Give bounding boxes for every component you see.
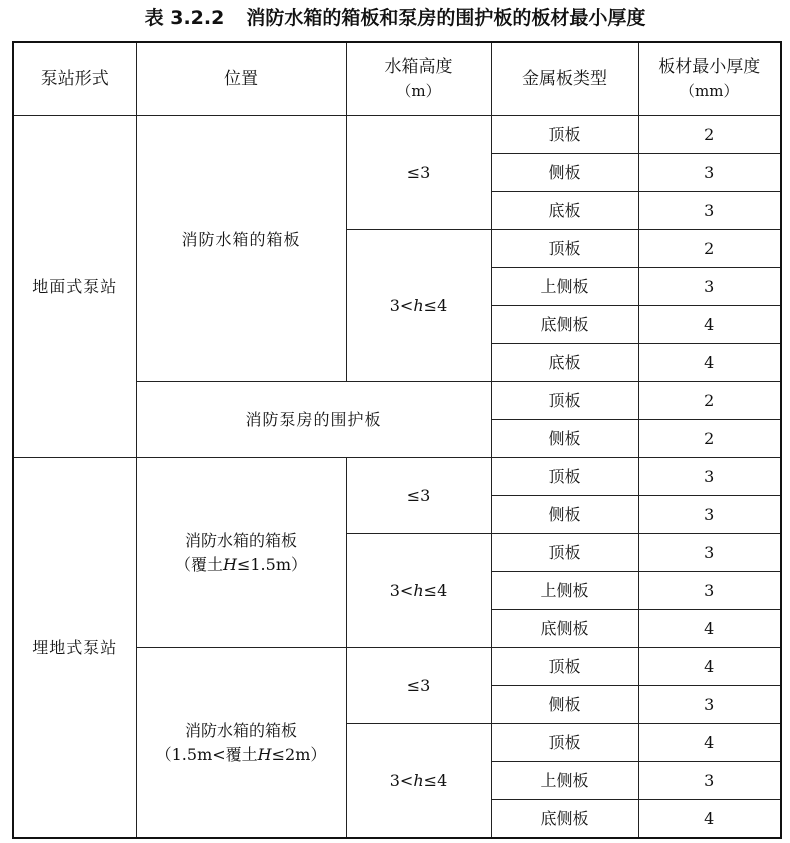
range-pre: 3< <box>389 580 414 600</box>
plate-type: 侧板 <box>491 154 638 192</box>
thickness-value: 3 <box>638 496 781 534</box>
plate-type: 顶板 <box>491 534 638 572</box>
thickness-value: 4 <box>638 648 781 686</box>
header-pump-type: 泵站形式 <box>13 42 136 116</box>
thickness-value: 4 <box>638 344 781 382</box>
plate-type: 侧板 <box>491 686 638 724</box>
plate-type: 上侧板 <box>491 572 638 610</box>
b2-pre: （1.5m<覆土 <box>155 744 258 764</box>
plate-type: 侧板 <box>491 420 638 458</box>
height-range <box>346 724 491 839</box>
plate-type: 顶板 <box>491 230 638 268</box>
thickness-value: 4 <box>638 306 781 344</box>
plate-type: 上侧板 <box>491 268 638 306</box>
thickness-value: 2 <box>638 382 781 420</box>
range-var: h <box>413 580 424 600</box>
tank-board-b1-line2 <box>137 553 346 577</box>
tank-board-b1-line1: 消防水箱的箱板 <box>184 530 297 550</box>
b2-post: ≤2m） <box>271 744 327 764</box>
group-tank-board-b2 <box>136 648 346 839</box>
group-buried: 埋地式泵站 <box>13 458 136 839</box>
thickness-value: 3 <box>638 686 781 724</box>
table-title: 消防水箱的箱板和泵房的围护板的板材最小厚度 <box>246 7 646 29</box>
thickness-value: 3 <box>638 154 781 192</box>
thickness-value: 3 <box>638 572 781 610</box>
table-row <box>13 116 781 154</box>
tank-board-b2-line1: 消防水箱的箱板 <box>184 720 297 740</box>
group-tank-board: 消防水箱的箱板 <box>136 116 346 382</box>
plate-type: 底板 <box>491 344 638 382</box>
header-height-label: 水箱高度 <box>384 57 453 77</box>
range-pre: 3< <box>389 770 414 790</box>
thickness-value: 2 <box>638 420 781 458</box>
thickness-value: 2 <box>638 116 781 154</box>
b2-var: H <box>257 744 272 764</box>
plate-type: 底板 <box>491 192 638 230</box>
group-ground: 地面式泵站 <box>13 116 136 458</box>
header-row <box>13 42 781 116</box>
header-height <box>346 42 491 116</box>
header-thickness-unit: （mm） <box>680 82 739 100</box>
range-post: ≤4 <box>423 770 448 790</box>
height-range <box>346 534 491 648</box>
plate-type: 顶板 <box>491 648 638 686</box>
header-position: 位置 <box>136 42 346 116</box>
plate-type: 侧板 <box>491 496 638 534</box>
height-le3: ≤3 <box>346 116 491 230</box>
height-range <box>346 230 491 382</box>
plate-type: 顶板 <box>491 458 638 496</box>
plate-type: 顶板 <box>491 724 638 762</box>
thickness-value: 2 <box>638 230 781 268</box>
table-number: 表 3.2.2 <box>144 7 225 29</box>
range-post: ≤4 <box>423 295 448 315</box>
plate-type: 上侧板 <box>491 762 638 800</box>
thickness-value: 3 <box>638 458 781 496</box>
plate-type: 底侧板 <box>491 610 638 648</box>
plate-type: 顶板 <box>491 116 638 154</box>
thickness-value: 3 <box>638 192 781 230</box>
table-caption <box>0 0 790 36</box>
thickness-table <box>12 41 782 839</box>
thickness-value: 3 <box>638 268 781 306</box>
b1-post: ≤1.5m） <box>236 554 307 574</box>
header-plate-type: 金属板类型 <box>491 42 638 116</box>
height-le3: ≤3 <box>346 458 491 534</box>
b1-var: H <box>223 554 237 574</box>
thickness-value: 4 <box>638 800 781 839</box>
header-thickness <box>638 42 781 116</box>
height-le3: ≤3 <box>346 648 491 724</box>
thickness-value: 4 <box>638 610 781 648</box>
table-row <box>13 458 781 496</box>
plate-type: 底侧板 <box>491 800 638 839</box>
plate-type: 顶板 <box>491 382 638 420</box>
header-height-unit: （m） <box>396 82 441 100</box>
range-var: h <box>413 295 424 315</box>
thickness-value: 3 <box>638 534 781 572</box>
b1-pre: （覆土 <box>175 554 224 574</box>
plate-type: 底侧板 <box>491 306 638 344</box>
header-thickness-label: 板材最小厚度 <box>658 57 761 77</box>
thickness-value: 4 <box>638 724 781 762</box>
range-pre: 3< <box>389 295 414 315</box>
range-post: ≤4 <box>423 580 448 600</box>
range-var: h <box>413 770 424 790</box>
thickness-value: 3 <box>638 762 781 800</box>
group-tank-board-b1 <box>136 458 346 648</box>
tank-board-b2-line2 <box>137 743 346 767</box>
group-pump-room: 消防泵房的围护板 <box>136 382 491 458</box>
